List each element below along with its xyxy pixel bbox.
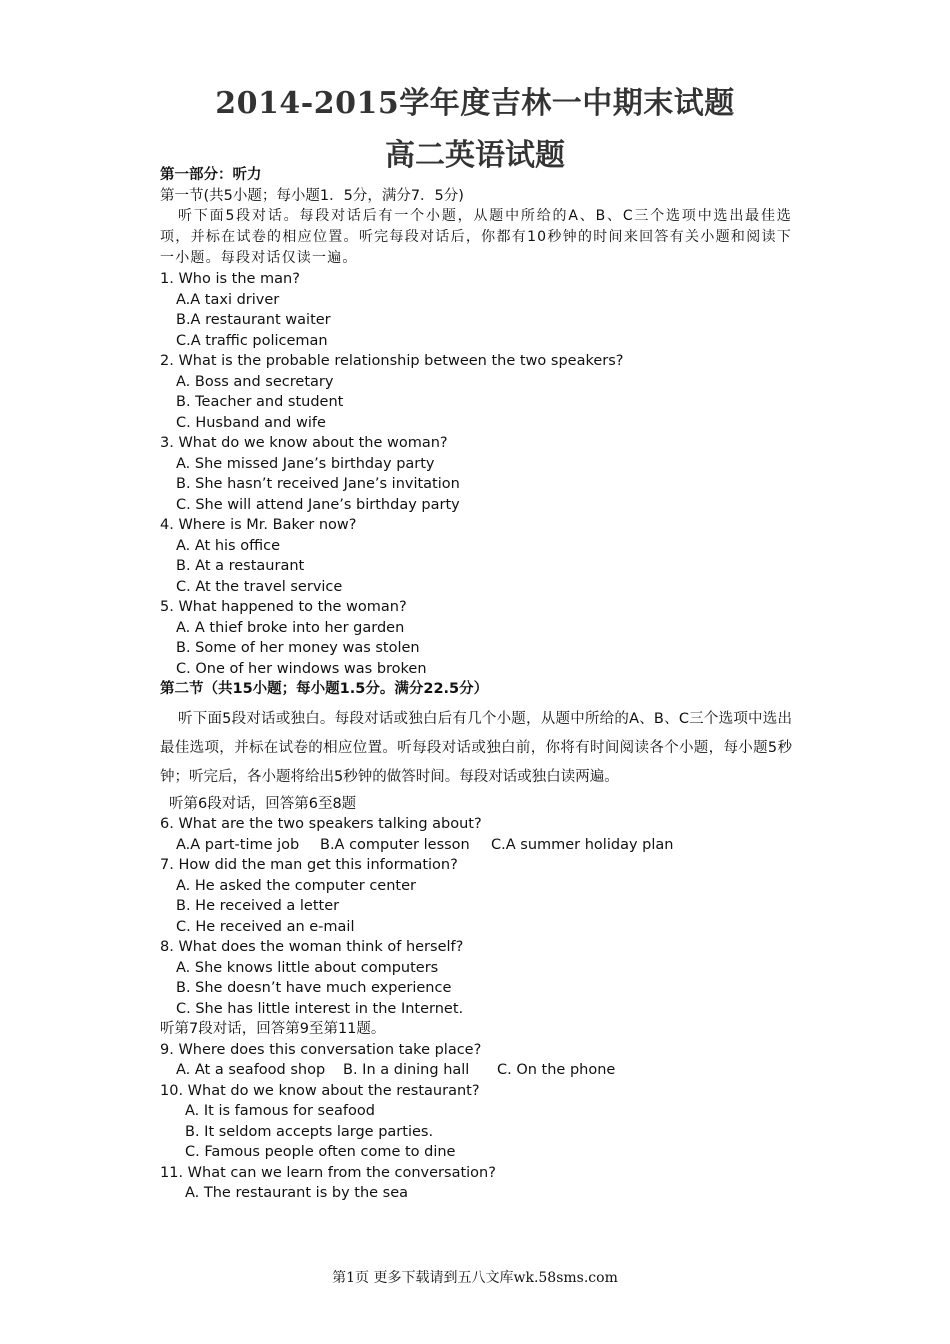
option: C. She has little interest in the Internet.: [176, 1000, 464, 1017]
option: B. In a dining hall: [343, 1062, 470, 1078]
question: 9. Where does this conversation take place?: [160, 1041, 482, 1058]
option: C. One of her windows was broken: [176, 660, 427, 677]
option: B. He received a letter: [176, 898, 340, 914]
option: C.A traffic policeman: [176, 332, 328, 349]
dialogue6-intro: 听第6段对话，回答第6至8题: [169, 795, 357, 812]
option: C. He received an e-mail: [176, 918, 355, 935]
question: 10. What do we know about the restaurant?: [160, 1082, 480, 1099]
option: B. Teacher and student: [176, 394, 344, 410]
option: A. Boss and secretary: [176, 373, 334, 390]
question: 7. How did the man get this information?: [160, 857, 458, 873]
option: B.A computer lesson: [320, 836, 470, 853]
option: B.A restaurant waiter: [176, 312, 331, 328]
option: A. The restaurant is by the sea: [185, 1185, 409, 1201]
option: B. She hasn’t received Jane’s invitation: [176, 476, 460, 492]
option: C. At the travel service: [176, 578, 343, 595]
question: 1. Who is the man?: [160, 271, 300, 287]
option-row: [160, 835, 792, 856]
exam-title: 2014-2015学年度吉林一中期末试题: [215, 86, 735, 121]
option: B. At a restaurant: [176, 558, 305, 574]
option: C. Husband and wife: [176, 414, 326, 431]
option: A.A taxi driver: [176, 291, 280, 308]
option: A. It is famous for seafood: [185, 1103, 375, 1119]
section2-instructions: 听下面5段对话或独白。每段对话或独白后有几个小题，从题中所给的A、B、C三个选项中选出最佳选项，并标在试卷的相应位置。听每段对话或独白前，你将有时间阅读各个小题，每小题5秒钟；听完后，各小题将给出5秒钟的做答时间。每段对话或独白读两遍。: [160, 710, 792, 785]
option: A.A part-time job: [176, 836, 300, 853]
question: 11. What can we learn from the conversation?: [160, 1164, 496, 1181]
option: C. She will attend Jane’s birthday party: [176, 496, 460, 513]
section2-heading: 第二节（共15小题；每小题1.5分。满分22.5分）: [160, 681, 489, 697]
exam-content: [160, 165, 792, 1204]
option: A. She knows little about computers: [176, 959, 439, 976]
question: 2. What is the probable relationship between the two speakers?: [160, 353, 624, 369]
question: 3. What do we know about the woman?: [160, 435, 448, 451]
option: C. Famous people often come to dine: [185, 1144, 456, 1160]
page-footer: 第1页 更多下载请到五八文库wk.58sms.com: [332, 1270, 618, 1286]
option: C. On the phone: [497, 1062, 616, 1078]
section1-questions: [160, 269, 792, 679]
option: C.A summer holiday plan: [491, 836, 674, 853]
option: B. Some of her money was stolen: [176, 640, 420, 656]
section1-instructions: 听下面5段对话。每段对话后有一个小题，从题中所给的A、B、C三个选项中选出最佳选项，并标在试卷的相应位置。听完每段对话后，你都有10秒钟的时间来回答有关小题和阅读下一小题。每段对话仅读一遍。: [160, 208, 792, 266]
question: 4. Where is Mr. Baker now?: [160, 517, 357, 533]
option: A. At a seafood shop: [176, 1062, 326, 1078]
option: B. She doesn’t have much experience: [176, 980, 452, 996]
option: A. He asked the computer center: [176, 877, 416, 894]
option: A. At his office: [176, 537, 281, 554]
part1-heading: 第一部分：听力: [160, 167, 262, 183]
section1-heading: 第一节(共5小题；每小题1．5分，满分7．5分): [160, 187, 464, 204]
option: A. A thief broke into her garden: [176, 619, 405, 636]
option: B. It seldom accepts large parties.: [185, 1123, 434, 1140]
question: 5. What happened to the woman?: [160, 599, 407, 615]
dialogue7-intro: 听第7段对话，回答第9至第11题。: [160, 1021, 386, 1037]
option: A. She missed Jane’s birthday party: [176, 455, 435, 472]
question: 6. What are the two speakers talking about?: [160, 816, 482, 832]
question: 8. What does the woman think of herself?: [160, 939, 464, 955]
option-row: [160, 1060, 792, 1081]
exam-subtitle: 高二英语试题: [385, 138, 565, 173]
